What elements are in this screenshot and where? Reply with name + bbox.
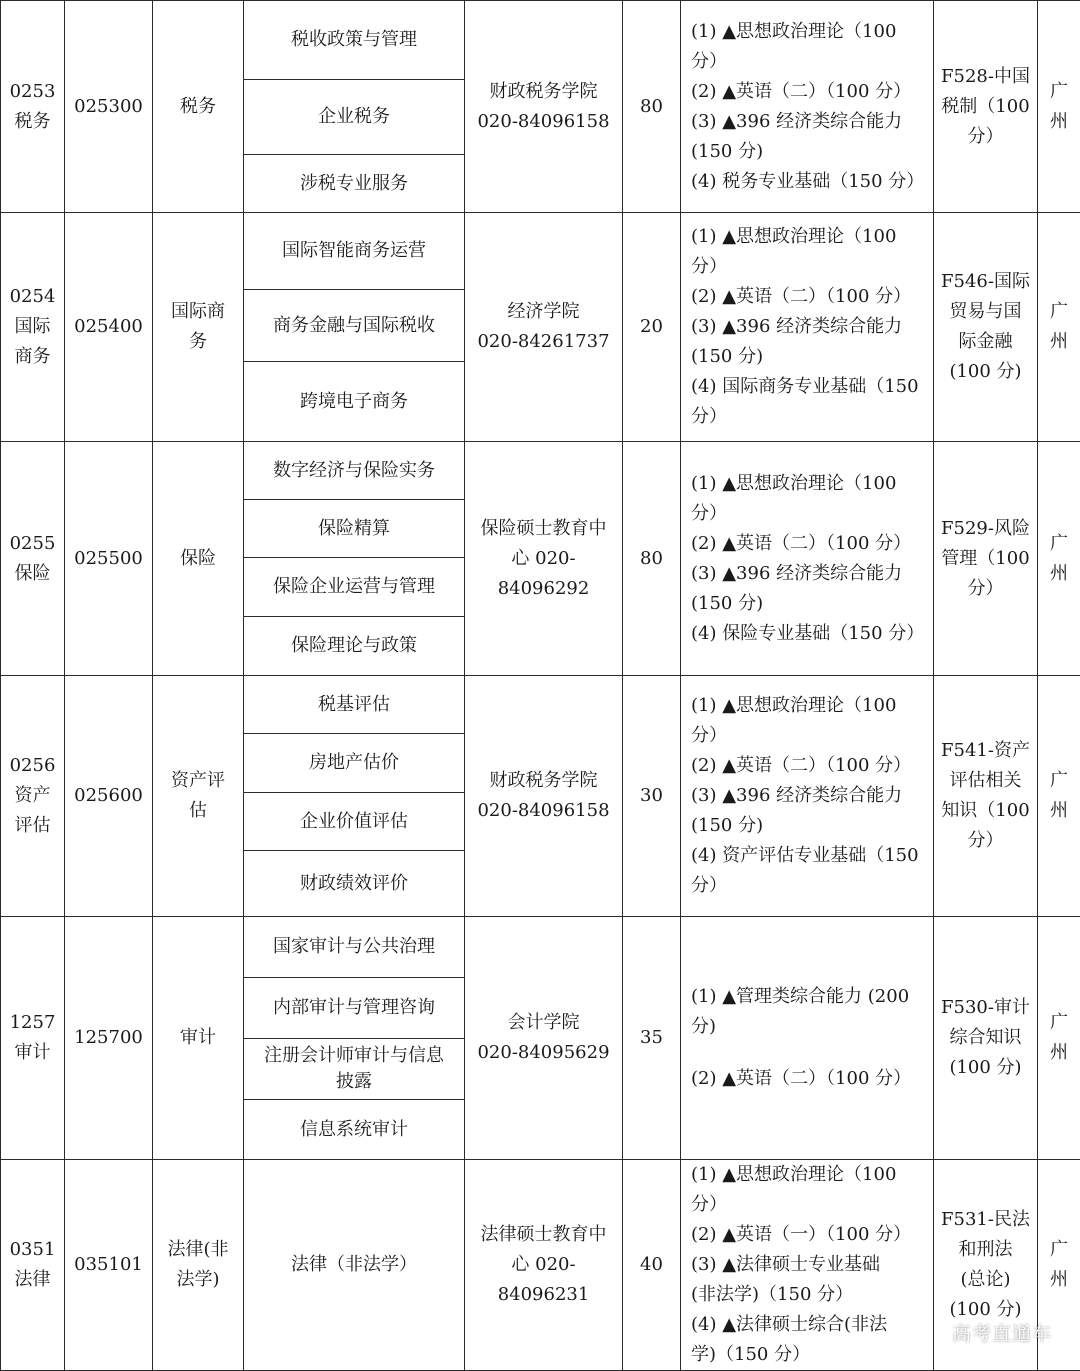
direction-cell — [244, 1160, 465, 1371]
major-name-cell-text: 法律(非 法学) — [153, 1235, 243, 1295]
department-cell-text: 保险硕士教育中 心 020-84096292 — [465, 514, 622, 604]
major-number-cell-text: 125700 — [65, 1023, 152, 1053]
retest-cell — [934, 1, 1038, 213]
department-cell-text: 法律硕士教育中 心 020-84096231 — [465, 1220, 622, 1310]
quota-cell-text: 80 — [623, 92, 680, 122]
major-number-cell — [65, 1160, 153, 1371]
quota-cell — [623, 1, 681, 213]
direction-cell — [244, 851, 465, 917]
retest-cell — [934, 442, 1038, 676]
department-cell — [465, 213, 623, 442]
exam-subject: (2) ▲英语（二）（100 分） — [691, 1064, 925, 1094]
department-cell — [465, 1160, 623, 1371]
exam-subject: (1) ▲思想政治理论（100 分） — [691, 691, 925, 751]
city-cell-text: 广 州 — [1038, 766, 1080, 826]
exam-subject: (2) ▲英语（二）（100 分） — [691, 529, 925, 559]
exam-subject: (2) ▲英语（二）（100 分） — [691, 282, 925, 312]
quota-cell-text: 35 — [623, 1023, 680, 1053]
major-name-cell — [153, 213, 244, 442]
department-cell-text: 经济学院 020-84261737 — [465, 297, 622, 357]
direction-text: 国际智能商务运营 — [244, 238, 464, 264]
department-cell — [465, 1, 623, 213]
direction-text: 财政绩效评价 — [244, 871, 464, 897]
department-cell-text: 财政税务学院 020-84096158 — [465, 77, 622, 137]
exam-subject: (3) ▲396 经济类综合能力 (150 分) — [691, 559, 925, 619]
exam-subject: (1) ▲管理类综合能力 (200 分) — [691, 982, 925, 1042]
department-cell — [465, 676, 623, 917]
major-code-cell-text: 0253 税务 — [1, 77, 64, 137]
retest-cell-text: F541-资产 评估相关 知识（100 分） — [934, 736, 1037, 856]
retest-cell — [934, 213, 1038, 442]
city-cell — [1038, 917, 1080, 1160]
direction-text: 企业税务 — [244, 104, 464, 130]
city-cell-text: 广 州 — [1038, 1235, 1080, 1295]
city-cell — [1038, 676, 1080, 917]
major-name-cell — [153, 917, 244, 1160]
quota-cell-text: 40 — [623, 1250, 680, 1280]
table-row — [1, 676, 1080, 734]
direction-cell — [244, 362, 465, 442]
retest-cell-text: F546-国际 贸易与国 际金融 (100 分) — [934, 267, 1037, 387]
quota-cell-text: 30 — [623, 781, 680, 811]
major-code-cell-text: 0256 资产 评估 — [1, 751, 64, 841]
quota-cell — [623, 213, 681, 442]
exam-subjects-cell — [681, 676, 934, 917]
major-number-cell-text: 025300 — [65, 92, 152, 122]
direction-text: 房地产估价 — [244, 750, 464, 776]
direction-cell — [244, 290, 465, 362]
exam-subjects-cell — [681, 213, 934, 442]
direction-text: 注册会计师审计与信息 披露 — [244, 1043, 464, 1095]
direction-cell — [244, 155, 465, 213]
direction-text: 法律（非法学） — [244, 1252, 464, 1278]
major-code-cell — [1, 917, 65, 1160]
retest-cell-text: F531-民法 和刑法 (总论) (100 分) — [934, 1205, 1037, 1325]
major-code-cell-text: 0351 法律 — [1, 1235, 64, 1295]
direction-cell — [244, 80, 465, 155]
major-code-cell — [1, 442, 65, 676]
major-number-cell-text: 025500 — [65, 544, 152, 574]
major-name-cell — [153, 1160, 244, 1371]
table-row — [1, 1, 1080, 80]
direction-text: 保险理论与政策 — [244, 633, 464, 659]
direction-text: 涉税专业服务 — [244, 171, 464, 197]
exam-subject: (1) ▲思想政治理论（100 分） — [691, 17, 925, 77]
major-number-cell-text: 025400 — [65, 312, 152, 342]
major-name-cell-text: 国际商 务 — [153, 297, 243, 357]
major-code-cell — [1, 676, 65, 917]
direction-cell — [244, 917, 465, 978]
major-code-cell — [1, 1160, 65, 1371]
exam-subject: (4) 资产评估专业基础（150 分） — [691, 841, 925, 901]
exam-subject: (4) 国际商务专业基础（150 分） — [691, 372, 925, 432]
major-code-cell-text: 0255 保险 — [1, 529, 64, 589]
retest-cell — [934, 676, 1038, 917]
major-number-cell — [65, 442, 153, 676]
city-cell-text: 广 州 — [1038, 1008, 1080, 1068]
exam-subject: (4) 税务专业基础（150 分） — [691, 167, 925, 197]
major-name-cell — [153, 442, 244, 676]
watermark: 高考直通车 — [952, 1319, 1052, 1346]
city-cell — [1038, 442, 1080, 676]
direction-text: 税收政策与管理 — [244, 27, 464, 53]
department-cell-text: 财政税务学院 020-84096158 — [465, 766, 622, 826]
major-code-cell — [1, 213, 65, 442]
major-name-cell-text: 审计 — [153, 1023, 243, 1053]
department-cell-text: 会计学院 020-84095629 — [465, 1008, 622, 1068]
direction-text: 信息系统审计 — [244, 1117, 464, 1143]
quota-cell — [623, 442, 681, 676]
city-cell — [1038, 213, 1080, 442]
major-number-cell — [65, 917, 153, 1160]
exam-subject: (3) ▲396 经济类综合能力 (150 分) — [691, 107, 925, 167]
retest-cell — [934, 917, 1038, 1160]
direction-cell — [244, 1, 465, 80]
major-name-cell-text: 资产评 估 — [153, 766, 243, 826]
major-number-cell — [65, 213, 153, 442]
major-name-cell-text: 保险 — [153, 544, 243, 574]
major-number-cell-text: 025600 — [65, 781, 152, 811]
exam-subject: (2) ▲英语（一）（100 分） — [691, 1220, 925, 1250]
city-cell-text: 广 州 — [1038, 529, 1080, 589]
major-code-cell-text: 0254 国际 商务 — [1, 282, 64, 372]
exam-subject: (2) ▲英语（二）（100 分） — [691, 77, 925, 107]
direction-cell — [244, 617, 465, 676]
direction-cell — [244, 734, 465, 793]
direction-text: 内部审计与管理咨询 — [244, 995, 464, 1021]
quota-cell — [623, 676, 681, 917]
department-cell — [465, 917, 623, 1160]
direction-text: 国家审计与公共治理 — [244, 934, 464, 960]
table-row — [1, 213, 1080, 290]
direction-text: 跨境电子商务 — [244, 389, 464, 415]
exam-subject: (1) ▲思想政治理论（100 分） — [691, 469, 925, 529]
direction-text: 保险企业运营与管理 — [244, 574, 464, 600]
major-code-cell — [1, 1, 65, 213]
direction-cell — [244, 500, 465, 558]
direction-cell — [244, 676, 465, 734]
exam-subject: (3) ▲396 经济类综合能力 (150 分) — [691, 312, 925, 372]
table-row — [1, 917, 1080, 978]
exam-subject: (1) ▲思想政治理论（100 分） — [691, 1160, 925, 1220]
city-cell-text: 广 州 — [1038, 297, 1080, 357]
major-code-cell-text: 1257 审计 — [1, 1008, 64, 1068]
direction-text: 保险精算 — [244, 516, 464, 542]
exam-subjects-cell — [681, 1, 934, 213]
direction-cell — [244, 1039, 465, 1100]
retest-cell-text: F530-审计 综合知识 (100 分) — [934, 993, 1037, 1083]
quota-cell-text: 20 — [623, 312, 680, 342]
direction-text: 数字经济与保险实务 — [244, 458, 464, 484]
exam-subject: (3) ▲法律硕士专业基础 (非法学)（150 分） — [691, 1250, 925, 1310]
major-name-cell — [153, 676, 244, 917]
direction-text: 企业价值评估 — [244, 809, 464, 835]
department-cell — [465, 442, 623, 676]
retest-cell-text: F529-风险 管理（100 分） — [934, 514, 1037, 604]
exam-subject: (2) ▲英语（二）（100 分） — [691, 751, 925, 781]
city-cell — [1038, 1, 1080, 213]
major-number-cell — [65, 1, 153, 213]
retest-cell-text: F528-中国 税制（100 分） — [934, 62, 1037, 152]
exam-subject: (4) ▲法律硕士综合(非法 学)（150 分） — [691, 1310, 925, 1370]
table-row — [1, 442, 1080, 500]
quota-cell — [623, 1160, 681, 1371]
quota-cell-text: 80 — [623, 544, 680, 574]
exam-subject: (4) 保险专业基础（150 分） — [691, 619, 925, 649]
exam-subject: (3) ▲396 经济类综合能力 (150 分) — [691, 781, 925, 841]
exam-subjects-cell — [681, 1160, 934, 1371]
exam-subjects-cell — [681, 917, 934, 1160]
direction-text: 商务金融与国际税收 — [244, 313, 464, 339]
direction-text: 税基评估 — [244, 692, 464, 718]
major-name-cell-text: 税务 — [153, 92, 243, 122]
table-body — [1, 1, 1080, 1371]
direction-cell — [244, 213, 465, 290]
quota-cell — [623, 917, 681, 1160]
direction-cell — [244, 442, 465, 500]
exam-subject: (1) ▲思想政治理论（100 分） — [691, 222, 925, 282]
direction-cell — [244, 1100, 465, 1160]
major-name-cell — [153, 1, 244, 213]
direction-cell — [244, 558, 465, 617]
table-row — [1, 1160, 1080, 1371]
city-cell-text: 广 州 — [1038, 77, 1080, 137]
major-number-cell — [65, 676, 153, 917]
major-number-cell-text: 035101 — [65, 1250, 152, 1280]
direction-cell — [244, 793, 465, 851]
direction-cell — [244, 978, 465, 1039]
exam-subjects-cell — [681, 442, 934, 676]
